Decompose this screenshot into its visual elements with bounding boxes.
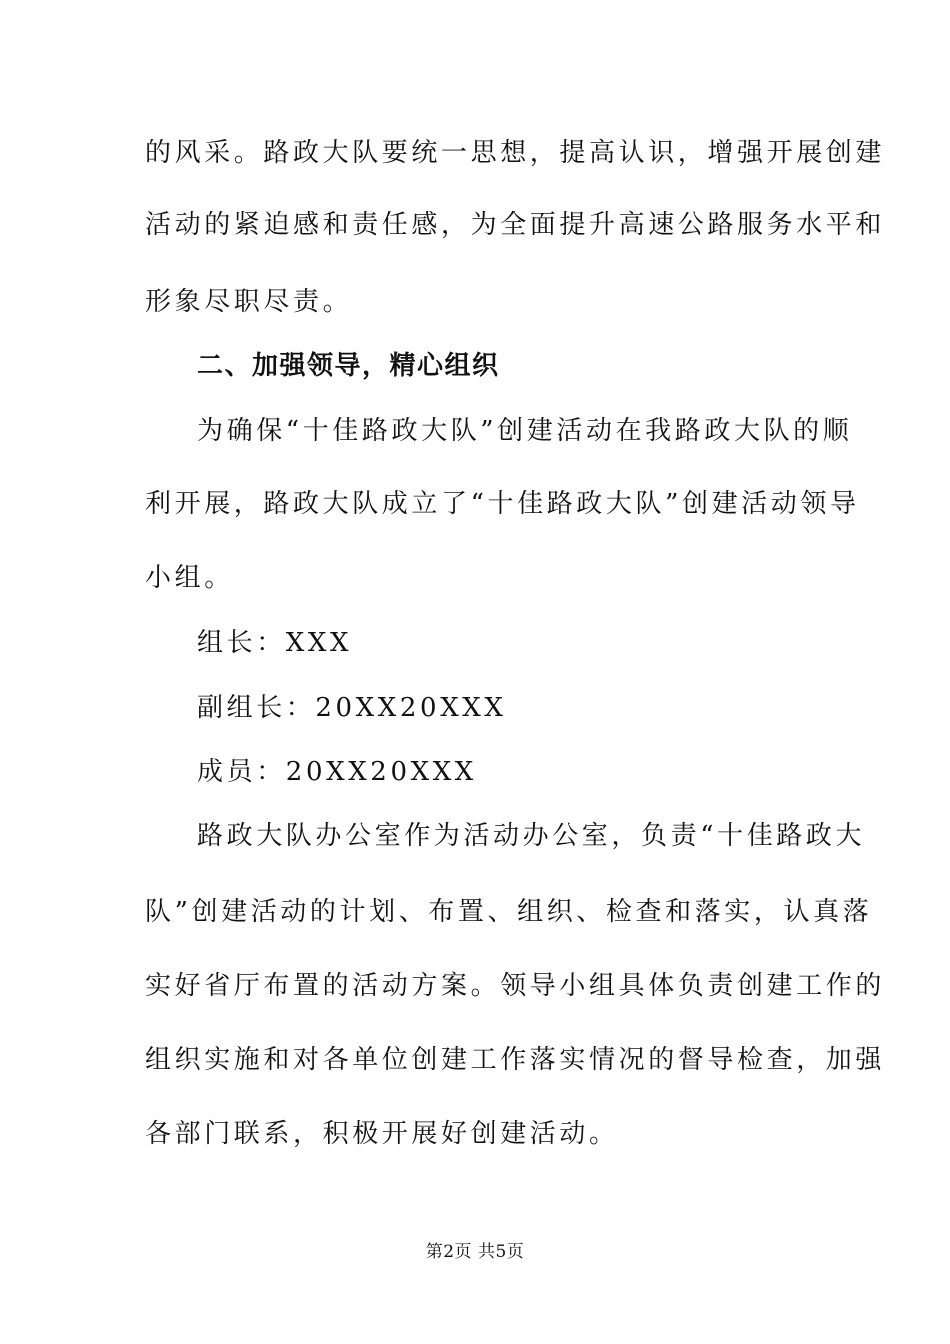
body-text-line: 为确保“十佳路政大队”创建活动在我路政大队的顺 (197, 416, 853, 446)
body-text-line: 实好省厅布置的活动方案。领导小组具体负责创建工作的 (145, 971, 886, 1001)
body-text-line: 路政大队办公室作为活动办公室，负责“十佳路政大 (197, 821, 866, 851)
body-text-line: 的风采。路政大队要统一思想，提高认识，增强开展创建 (145, 138, 886, 168)
body-text-line: 队”创建活动的计划、布置、组织、检查和落实，认真落 (145, 897, 873, 927)
body-text-line: 各部门联系，积极开展好创建活动。 (145, 1119, 619, 1149)
body-text-line: 小组。 (145, 563, 234, 593)
body-text-line: 利开展，路政大队成立了“十佳路政大队”创建活动领导 (145, 489, 860, 519)
page-number-footer: 第2页 共5页 (425, 1242, 525, 1262)
members-line: 成员：20XX20XXX (197, 757, 477, 787)
body-text-line: 形象尽职尽责。 (145, 287, 353, 317)
group-leader-line: 组长：XXX (197, 628, 353, 658)
body-text-line: 活动的紧迫感和责任感，为全面提升高速公路服务水平和 (145, 210, 886, 240)
deputy-leader-line: 副组长：20XX20XXX (197, 693, 507, 723)
section-heading: 二、加强领导，精心组织 (197, 351, 500, 381)
body-text-line: 组织实施和对各单位创建工作落实情况的督导检查，加强 (145, 1045, 886, 1075)
